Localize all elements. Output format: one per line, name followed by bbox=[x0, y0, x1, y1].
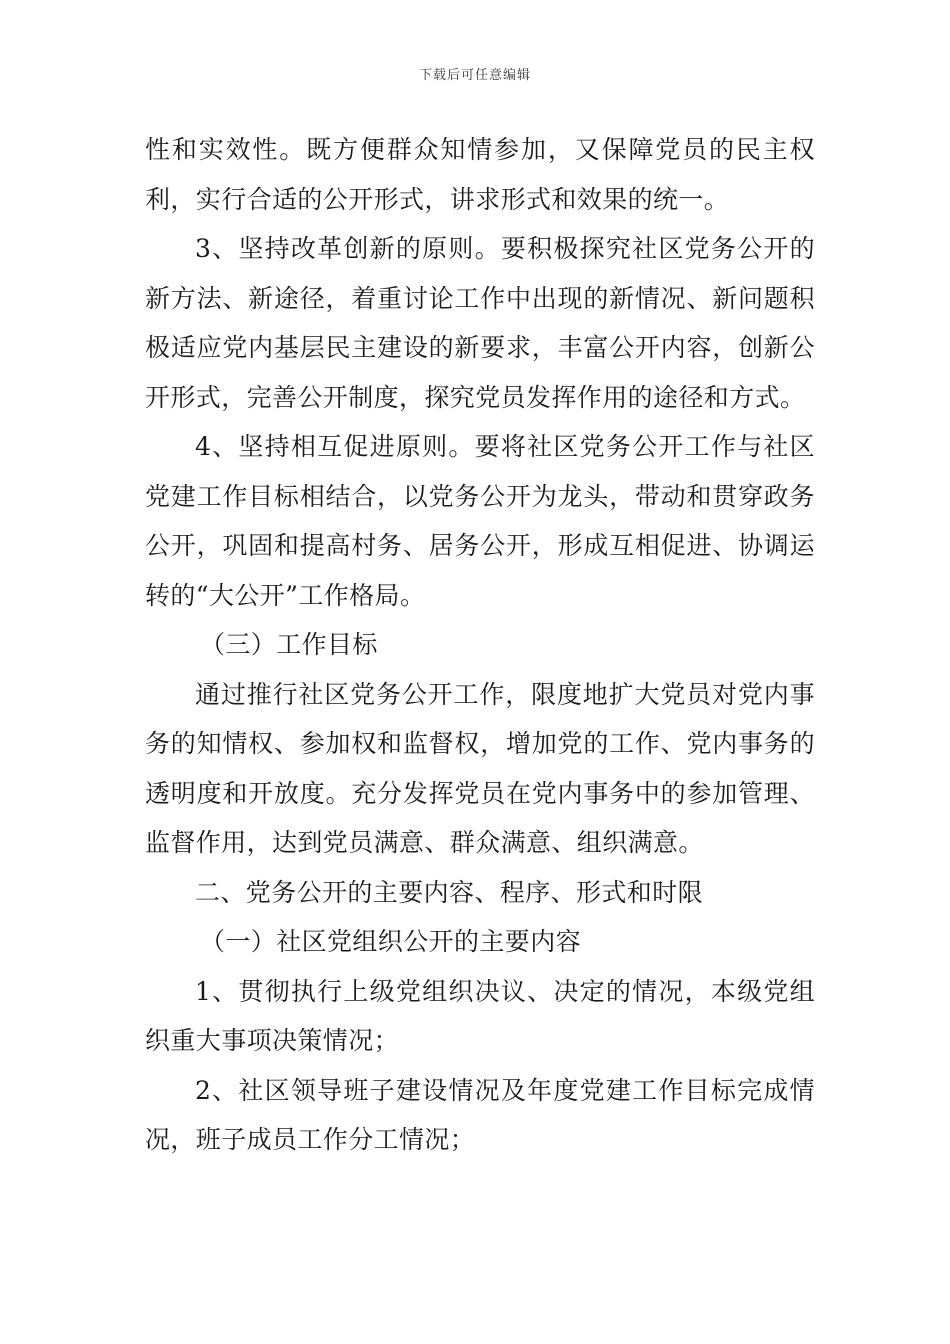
paragraph-continuation: 性和实效性。既方便群众知情参加，又保障党员的民主权利，实行合适的公开形式，讲求形式和效果的统一。 bbox=[145, 135, 815, 214]
paragraph-work-goal: 通过推行社区党务公开工作，限度地扩大党员对党内事务的知情权、参加权和监督权，增加党的工作、党内事务的透明度和开放度。充分发挥党员在党内事务中的参加管理、监督作用，达到党员满意、群众满意、组织满意。 bbox=[145, 679, 815, 857]
section-heading-work-goal: （三）工作目标 bbox=[200, 630, 378, 659]
paragraph-principle-4: 4、坚持相互促进原则。要将社区党务公开工作与社区党建工作目标相结合，以党务公开为龙头，带动和贯穿政务公开，巩固和提高村务、居务公开，形成互相促进、协调运转的“大公开”工作格局。 bbox=[145, 432, 815, 610]
list-item-2: 2、社区领导班子建设情况及年度党建工作目标完成情况，班子成员工作分工情况； bbox=[145, 1075, 815, 1154]
page-header: 下载后可任意编辑 bbox=[418, 68, 531, 83]
list-item-1: 1、贯彻执行上级党组织决议、决定的情况，本级党组织重大事项决策情况； bbox=[145, 976, 815, 1055]
section-heading-main-content: 二、党务公开的主要内容、程序、形式和时限 bbox=[195, 877, 704, 907]
paragraph-principle-3: 3、坚持改革创新的原则。要积极探究社区党务公开的新方法、新途径，着重讨论工作中出现的新情况、新问题积极适应党内基层民主建设的新要求，丰富公开内容，创新公开形式，完善公开制度，探究党员发挥作用的途径和方式。 bbox=[145, 234, 815, 412]
section-heading-community-content: （一）社区党组织公开的主要内容 bbox=[200, 927, 582, 956]
document-body bbox=[145, 125, 815, 1165]
